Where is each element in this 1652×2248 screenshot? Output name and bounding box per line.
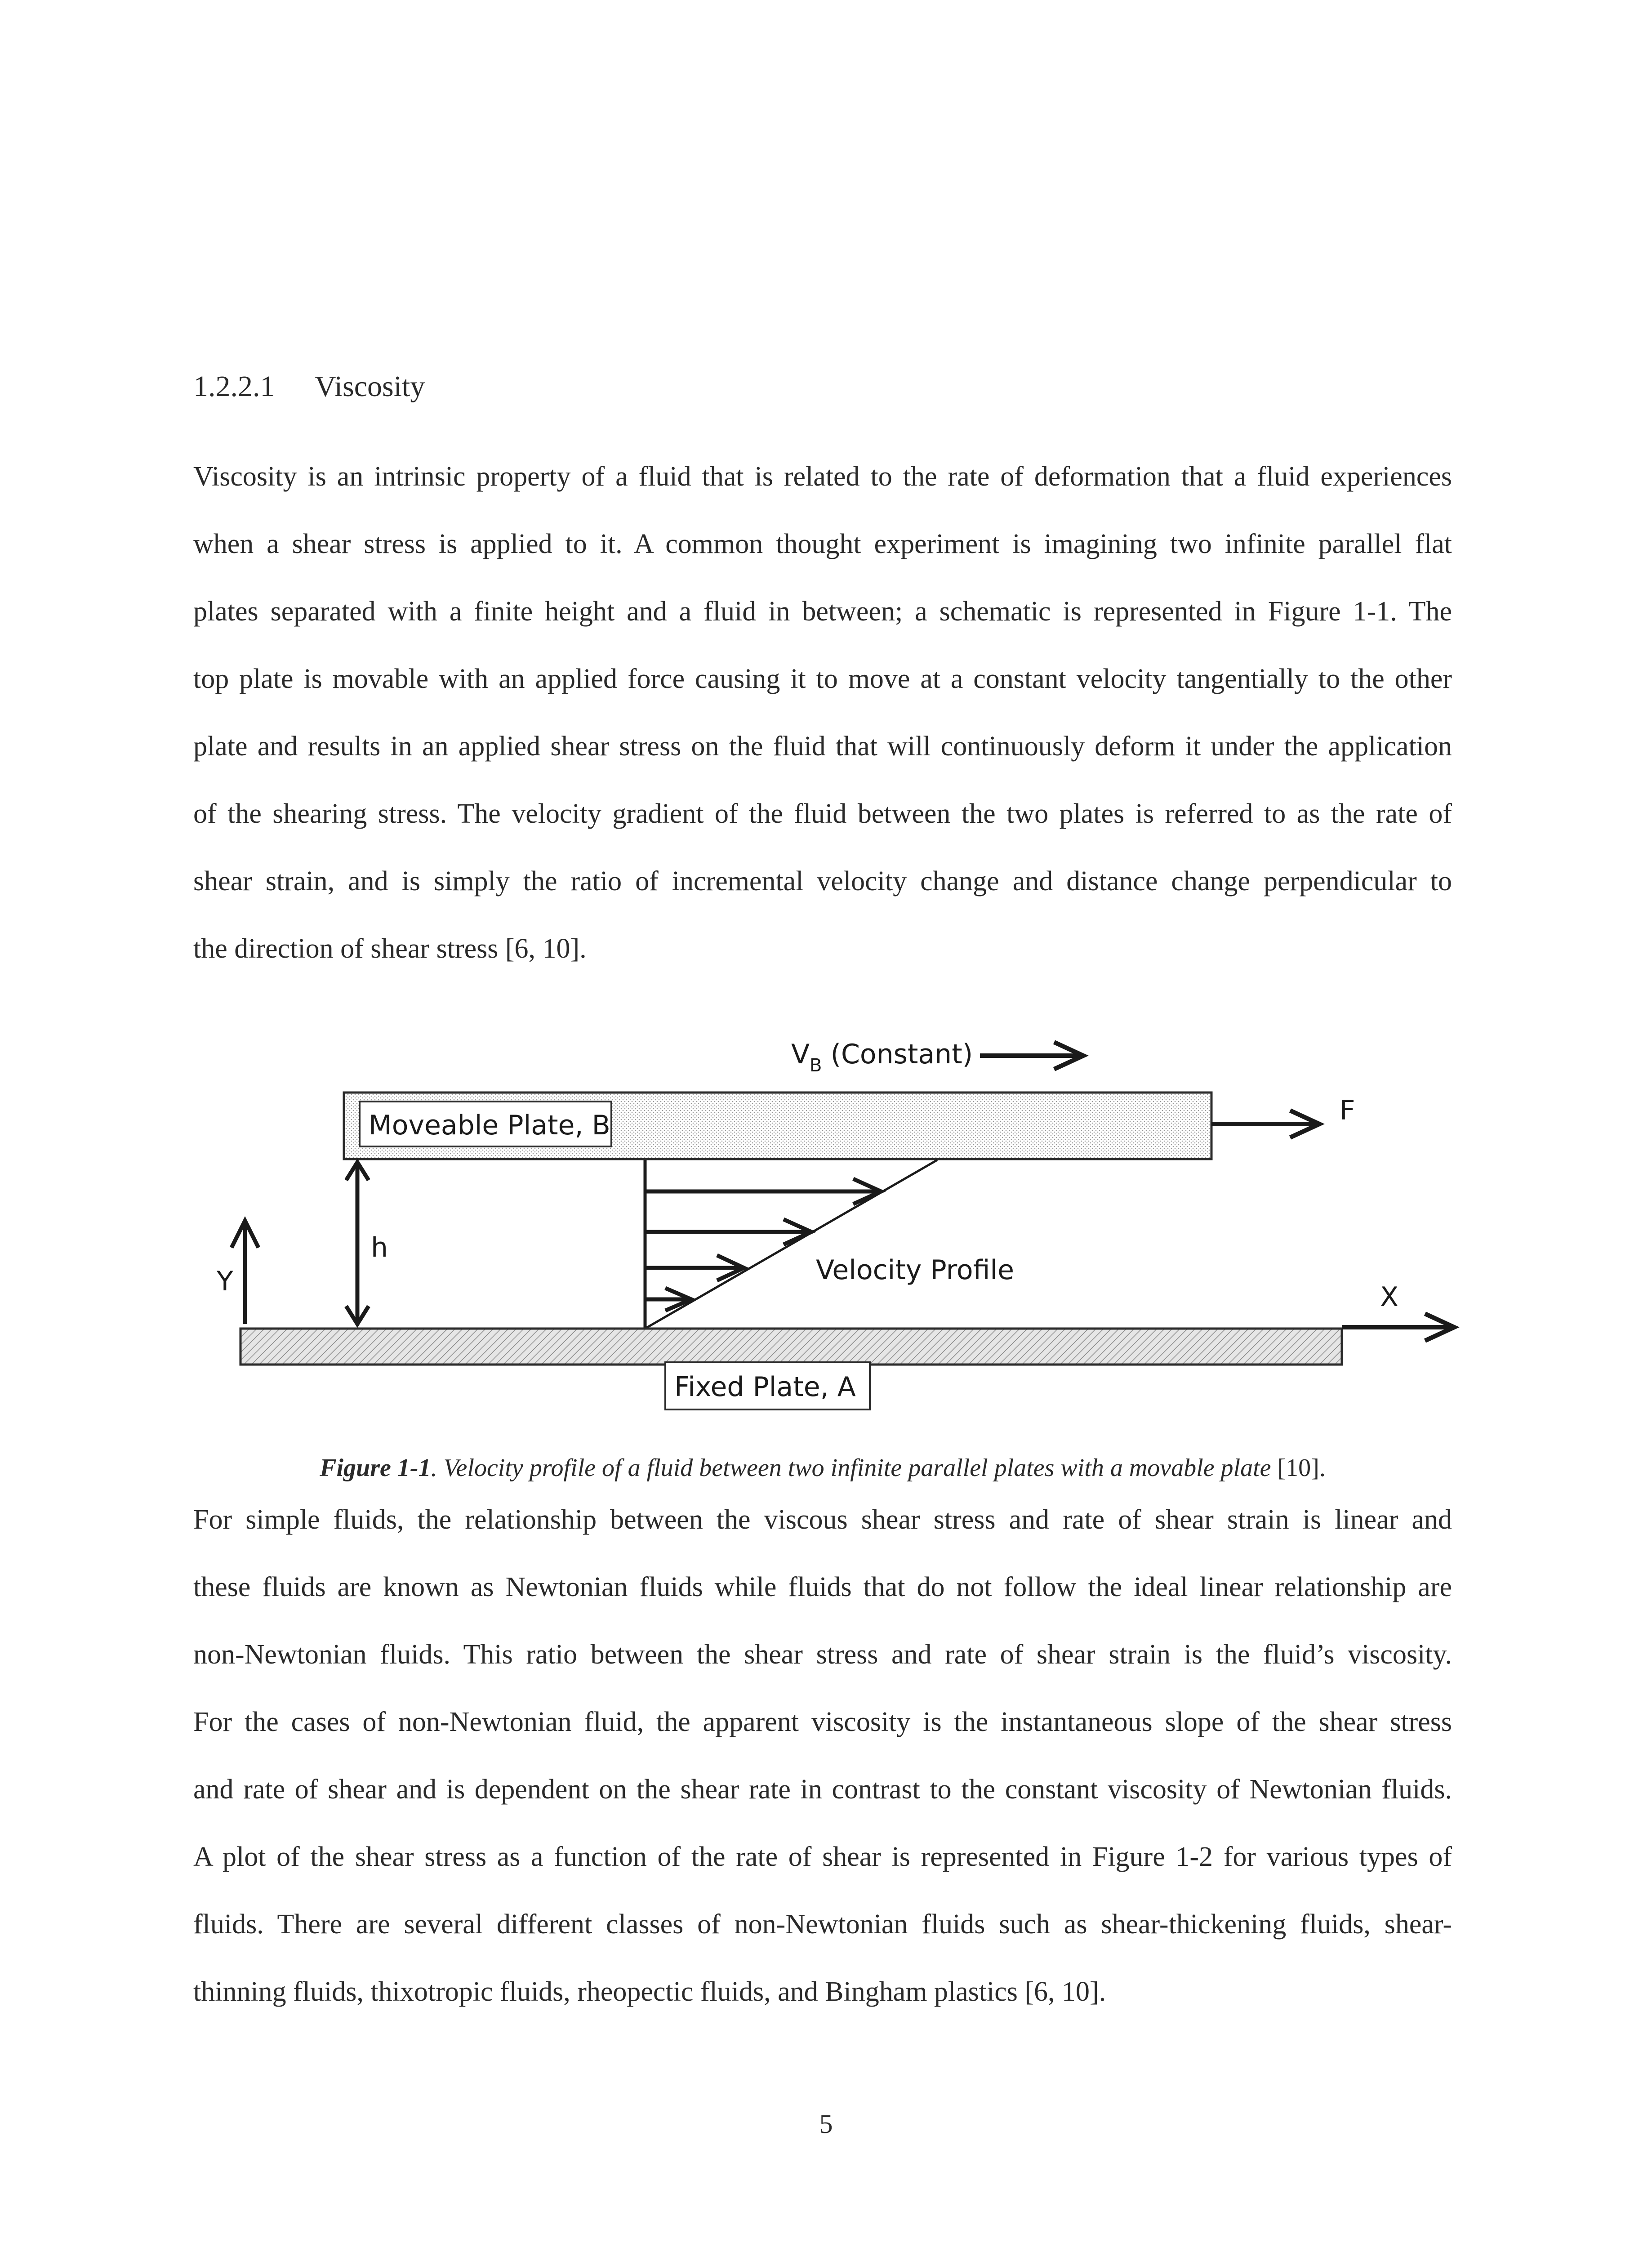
section-number: 1.2.2.1 xyxy=(193,370,275,403)
caption-label: Figure 1-1 xyxy=(320,1454,431,1482)
paragraph-2-line: fluids. There are several different classes of non-Newtonian fluids such as shear-thickening fluids, shear- xyxy=(193,1909,1452,1940)
moveable-plate-label: Moveable Plate, B xyxy=(369,1110,610,1141)
height-arrow xyxy=(346,1162,369,1324)
paragraph-2-line: non-Newtonian fluids. This ratio between the shear stress and rate of shear strain is the fluid’s viscosity. xyxy=(193,1639,1452,1670)
paragraph-1-line: Viscosity is an intrinsic property of a fluid that is related to the rate of deformation that a fluid experiences xyxy=(193,461,1452,492)
paragraph-1-line: shear strain, and is simply the ratio of incremental velocity change and distance change perpendicular to xyxy=(193,866,1452,897)
paragraph-1-line: plate and results in an applied shear stress on the fluid that will continuously deform it under the application xyxy=(193,731,1452,762)
caption-reference: [10]. xyxy=(1277,1454,1326,1482)
section-heading xyxy=(193,369,425,405)
paragraph-2-line: and rate of shear and is dependent on the shear rate in contrast to the constant viscosity of Newtonian fluids. xyxy=(193,1774,1452,1805)
section-title: Viscosity xyxy=(315,370,425,403)
velocity-profile-label: Velocity Profile xyxy=(816,1254,1015,1286)
fixed-plate-label: Fixed Plate, A xyxy=(674,1371,856,1403)
caption-text: Velocity profile of a fluid between two infinite parallel plates with a movable plate xyxy=(443,1454,1271,1482)
paragraph-2-line: For simple fluids, the relationship between the viscous shear stress and rate of shear strain is linear and xyxy=(193,1504,1452,1535)
paragraph-2 xyxy=(193,1502,1452,2041)
paragraph-2-line: A plot of the shear stress as a function of the rate of shear is represented in Figure 1-2 for various types of xyxy=(193,1842,1452,1872)
x-axis-arrow xyxy=(1342,1314,1454,1341)
paragraph-1-line: top plate is movable with an applied force causing it to move at a constant velocity tangentially to the other xyxy=(193,664,1452,694)
page-number: 5 xyxy=(819,2109,833,2139)
velocity-label: $V_B$ (Constant) xyxy=(791,1039,973,1076)
force-label: F xyxy=(1340,1095,1355,1126)
figure-caption: Figure 1-1. Velocity profile of a fluid between two infinite parallel plates with a movable plate [10]. xyxy=(320,1454,1326,1482)
x-axis-label: X xyxy=(1380,1281,1399,1313)
force-arrow xyxy=(1211,1111,1319,1137)
figure-1-1 xyxy=(189,1007,1492,1425)
paragraph-1 xyxy=(193,459,1452,998)
paragraph-2-line: these fluids are known as Newtonian fluids while fluids that do not follow the ideal linear relationship are xyxy=(193,1572,1452,1602)
velocity-arrow xyxy=(980,1042,1083,1069)
parallel-plates-diagram xyxy=(189,1007,1492,1425)
paragraph-1-line: when a shear stress is applied to it. A common thought experiment is imagining two infinite parallel flat xyxy=(193,529,1452,559)
fixed-plate xyxy=(240,1329,1342,1365)
y-axis-arrow xyxy=(232,1221,258,1324)
velocity-profile xyxy=(645,1160,937,1329)
paragraph-1-line: of the shearing stress. The velocity gradient of the fluid between the two plates is referred to as the rate of xyxy=(193,798,1452,829)
paragraph-2-line: For the cases of non-Newtonian fluid, the apparent viscosity is the instantaneous slope of the shear stress xyxy=(193,1707,1452,1737)
y-axis-label: Y xyxy=(217,1266,233,1297)
paragraph-2-line: thinning fluids, thixotropic fluids, rheopectic fluids, and Bingham plastics [6, 10]. xyxy=(193,1976,1106,2007)
paragraph-1-line: plates separated with a finite height and a fluid in between; a schematic is represented in Figure 1-1. The xyxy=(193,596,1452,627)
height-label: h xyxy=(371,1232,388,1263)
paragraph-1-line: the direction of shear stress [6, 10]. xyxy=(193,933,587,964)
